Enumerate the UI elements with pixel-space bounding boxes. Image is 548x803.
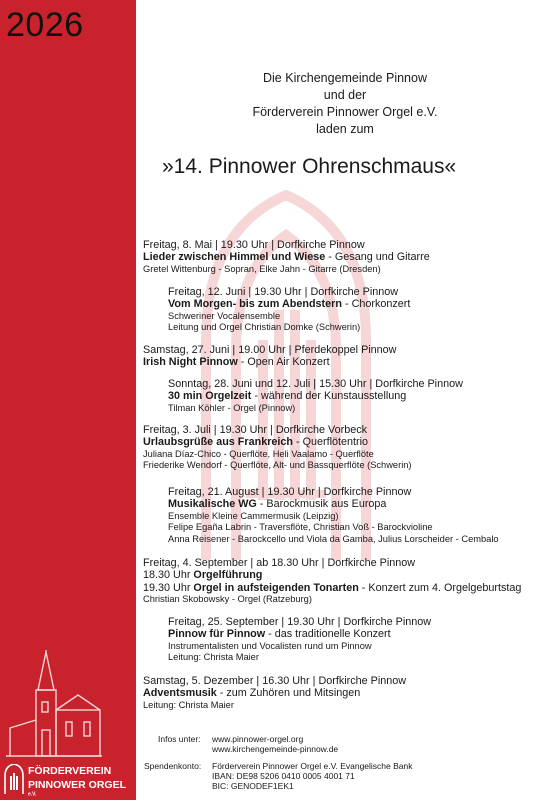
event-title: Adventsmusik (143, 687, 217, 700)
event-genre: - Chorkonzert (341, 298, 411, 311)
intro-line-3: Förderverein Pinnower Orgel e.V. (252, 105, 438, 119)
event-date-location: Sonntag, 28. Juni und 12. Juli | 15.30 Uhr | Dorfkirche Pinnow (168, 378, 463, 390)
event-title-line (143, 569, 521, 581)
event-performers: Instrumentalisten und Vocalisten rund um Pinnow (168, 640, 372, 651)
event-item (143, 424, 412, 472)
event-genre: - während der Kunstausstellung (251, 390, 407, 403)
event-title: Urlaubsgrüße aus Frankreich (143, 436, 294, 449)
event-performers: Leitung: Christa Maier (143, 699, 234, 710)
logo-line-2 (28, 779, 132, 803)
event-performers: Tilman Köhler - Orgel (Pinnow) (168, 402, 296, 413)
event-title: Irish Night Pinnow (143, 356, 238, 369)
event-title-line (143, 251, 430, 263)
event-date-location: Freitag, 3. Juli | 19.30 Uhr | Dorfkirche Vorbeck (143, 424, 368, 436)
event-title-line (168, 498, 499, 510)
event-genre: - zum Zuhören und Mitsingen (216, 687, 361, 700)
event-title: Pinnow für Pinnow (168, 628, 266, 641)
intro-line-1: Die Kirchengemeinde Pinnow (263, 71, 427, 85)
event-performers: Anna Reisener - Barockcello und Viola da Gamba, Julius Lorscheider - Cembalo (168, 534, 499, 545)
event-title: Lieder zwischen Himmel und Wiese (143, 251, 326, 264)
organ-pipes-icon (4, 764, 24, 794)
event-title-line (143, 582, 521, 594)
event-series-title: »14. Pinnower Ohrenschmaus« (162, 155, 457, 178)
event-time: 19.30 Uhr (143, 581, 194, 594)
event-performers: Felipe Egaña Labrin - Traversflöte, Christian Voß - Barockvioline (168, 522, 433, 533)
event-date-location: Samstag, 27. Juni | 19.00 Uhr | Pferdekoppel Pinnow (143, 344, 397, 356)
event-date-location: Samstag, 5. Dezember | 16.30 Uhr | Dorfkirche Pinnow (143, 675, 407, 687)
event-performers: Gretel Wittenburg - Sopran, Elke Jahn - Gitarre (Dresden) (143, 263, 381, 274)
event-title: Orgelführung (193, 569, 263, 582)
intro-line-2: und der (323, 88, 367, 102)
event-title: Vom Morgen- bis zum Abendstern (168, 298, 342, 311)
website-link[interactable]: www.kirchengemeinde-pinnow.de (212, 744, 339, 754)
event-item (168, 486, 499, 546)
event-performers: Schweriner Vocalensemble (168, 310, 281, 321)
event-date-location: Freitag, 8. Mai | 19.30 Uhr | Dorfkirche Pinnow (143, 239, 365, 251)
info-label: Infos unter: (158, 734, 201, 744)
event-performers: Friederike Wendorf - Querflöte, Alt- und Bassquerflöte (Schwerin) (143, 460, 412, 471)
event-title: 30 min Orgelzeit (168, 390, 252, 403)
event-title-line (168, 298, 410, 310)
event-title-line (168, 628, 431, 640)
event-performers: Leitung: Christa Maier (168, 652, 259, 663)
foerderverein-logo (4, 762, 132, 796)
event-genre: - Gesang und Gitarre (325, 251, 430, 264)
event-title-line (143, 436, 412, 448)
event-item (143, 557, 521, 606)
event-date-location: Freitag, 12. Juni | 19.30 Uhr | Dorfkirche Pinnow (168, 286, 399, 298)
bank-name: Förderverein Pinnower Orgel e.V. Evangelische Bank (212, 761, 413, 771)
event-item (143, 675, 406, 711)
event-performers: Christian Skobowsky - Orgel (Ratzeburg) (143, 593, 312, 604)
event-performers: Ensemble Kleine Cammermusik (Leipzig) (168, 510, 339, 521)
event-genre: - das traditionelle Konzert (265, 628, 391, 641)
bic: BIC: GENODEF1EK1 (212, 781, 294, 791)
event-genre: - Konzert zum 4. Orgelgeburtstag (358, 581, 522, 594)
logo-suffix: e.V. (28, 791, 37, 798)
bank-label: Spendenkonto: (144, 761, 202, 771)
event-title-line (143, 687, 406, 699)
church-illustration (6, 650, 102, 760)
event-item (168, 378, 463, 414)
event-item (143, 344, 396, 369)
event-title-line (168, 390, 463, 402)
intro-text (150, 70, 540, 138)
logo-line-2-text: PINNOWER ORGEL (28, 779, 126, 791)
event-genre: - Barockmusik aus Europa (256, 498, 387, 511)
event-genre: - Querflötentrio (293, 436, 369, 449)
event-date-location: Freitag, 25. September | 19.30 Uhr | Dorfkirche Pinnow (168, 616, 432, 628)
event-performers: Juliana Díaz-Chico - Querflöte, Heli Vaalamo - Querflöte (143, 448, 374, 459)
iban: IBAN: DE98 5206 0410 0005 4001 71 (212, 771, 355, 781)
intro-line-4: laden zum (316, 122, 374, 136)
event-item (168, 616, 431, 664)
event-time: 18.30 Uhr (143, 569, 194, 582)
event-title-line (143, 356, 396, 368)
year-label: 2026 (6, 6, 84, 44)
event-item (143, 239, 430, 275)
event-item (168, 286, 410, 334)
website-link[interactable]: www.pinnower-orgel.org (212, 734, 304, 744)
event-performers: Leitung und Orgel Christian Domke (Schwerin) (168, 322, 361, 333)
event-date-location: Freitag, 4. September | ab 18.30 Uhr | Dorfkirche Pinnow (143, 557, 416, 569)
logo-line-1: FÖRDERVEREIN (28, 765, 112, 777)
event-genre: - Open Air Konzert (237, 356, 330, 369)
event-title: Musikalische WG (168, 498, 257, 511)
event-date-location: Freitag, 21. August | 19.30 Uhr | Dorfkirche Pinnow (168, 486, 412, 498)
event-title: Orgel in aufsteigenden Tonarten (193, 581, 359, 594)
